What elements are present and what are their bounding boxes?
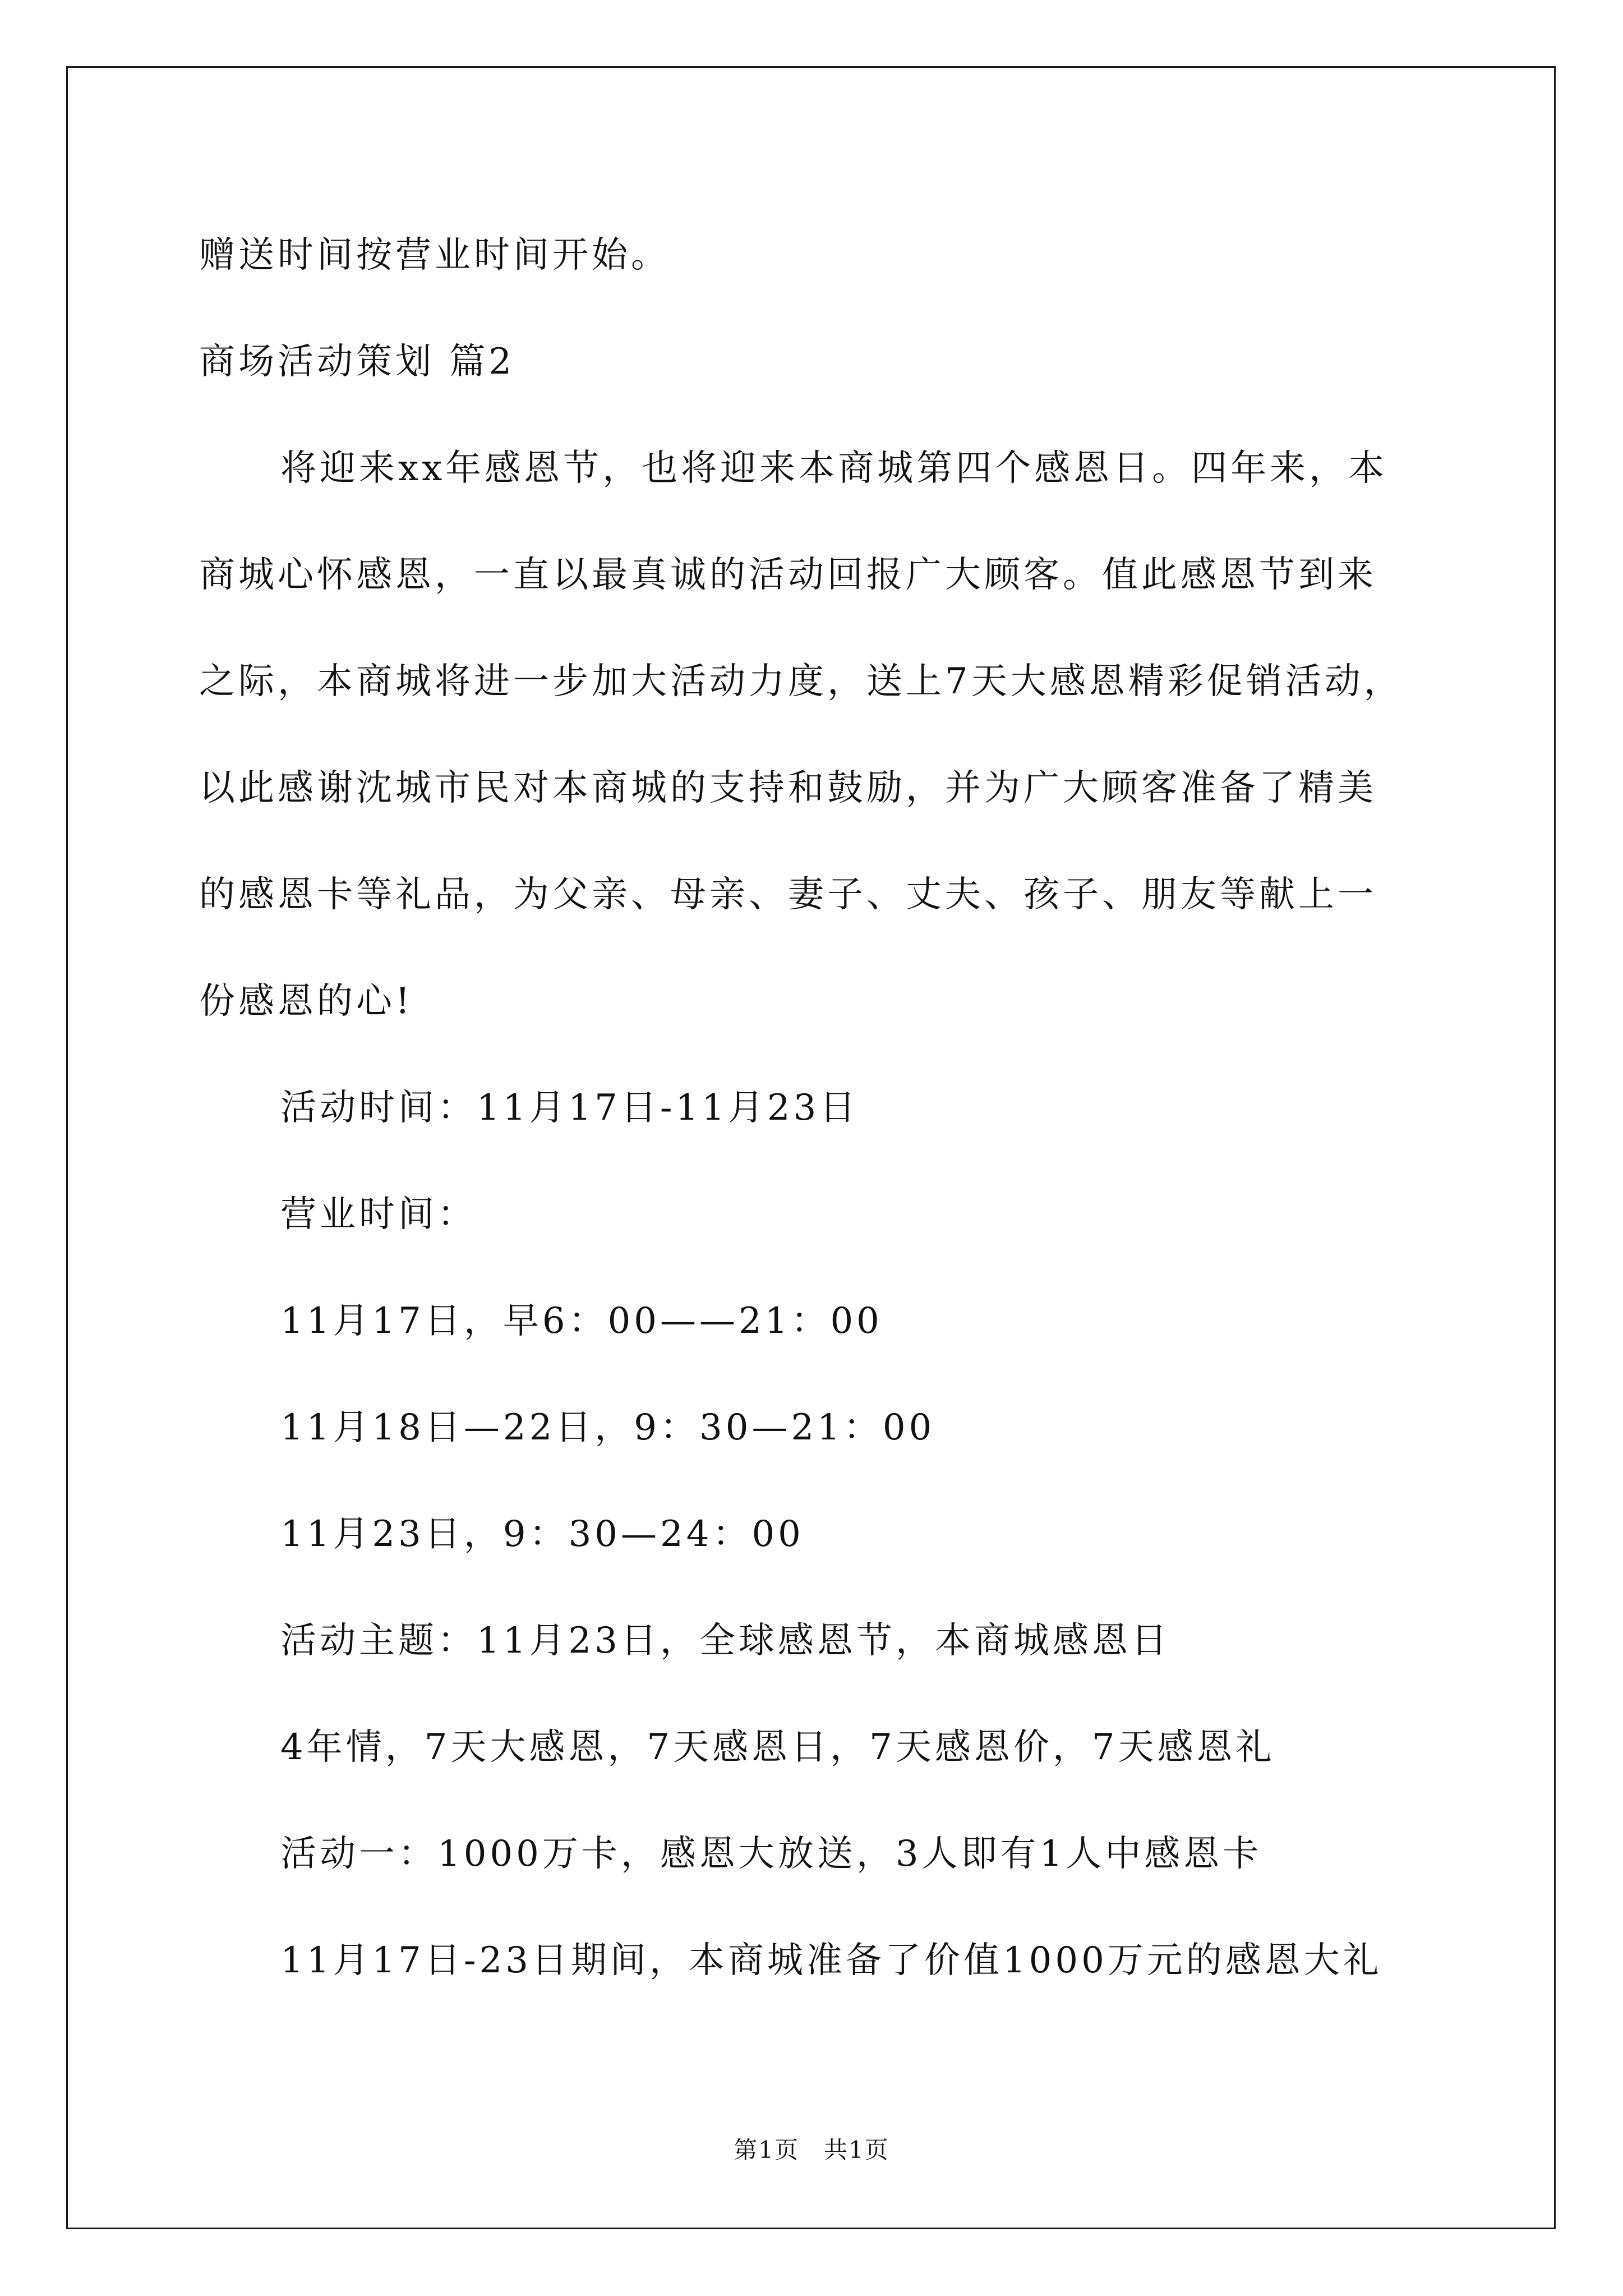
section-heading: 商场活动策划 篇2 — [199, 341, 515, 383]
theme-slogan: 4年情，7天大感恩，7天感恩日，7天感恩价，7天感恩礼 — [280, 1727, 1275, 1768]
hours-line: 11月23日，9：30—24：00 — [280, 1513, 804, 1555]
activity-theme: 活动主题：11月23日，全球感恩节，本商城感恩日 — [280, 1620, 1170, 1662]
paragraph-line: 11月17日-23日期间，本商城准备了价值1000万元的感恩大礼 — [280, 1940, 1382, 1981]
hours-line: 11月18日—22日，9：30—21：00 — [280, 1407, 935, 1448]
paragraph-line: 之际，本商城将进一步加大活动力度，送上7天大感恩精彩促销活动， — [199, 661, 1403, 702]
paragraph-line: 以此感谢沈城市民对本商城的支持和鼓励，并为广大顾客准备了精美 — [199, 767, 1377, 809]
paragraph-line: 商城心怀感恩，一直以最真诚的活动回报广大顾客。值此感恩节到来 — [199, 554, 1377, 596]
activity-one-title: 活动一：1000万卡，感恩大放送，3人即有1人中感恩卡 — [280, 1833, 1262, 1875]
document-body — [199, 202, 1427, 2014]
business-hours-label: 营业时间： — [280, 1194, 477, 1235]
page-footer: 第1页 共1页 — [734, 2136, 889, 2164]
paragraph-line: 份感恩的心! — [199, 981, 413, 1022]
hours-line: 11月17日，早6：00——21：00 — [280, 1300, 883, 1342]
activity-time: 活动时间：11月17日-11月23日 — [280, 1087, 859, 1129]
paragraph-line: 的感恩卡等礼品，为父亲、母亲、妻子、丈夫、孩子、朋友等献上一 — [199, 874, 1377, 915]
text-line: 赠送时间按营业时间开始。 — [199, 234, 670, 276]
paragraph-line: 将迎来xx年感恩节，也将迎来本商城第四个感恩日。四年来，本 — [280, 448, 1388, 489]
